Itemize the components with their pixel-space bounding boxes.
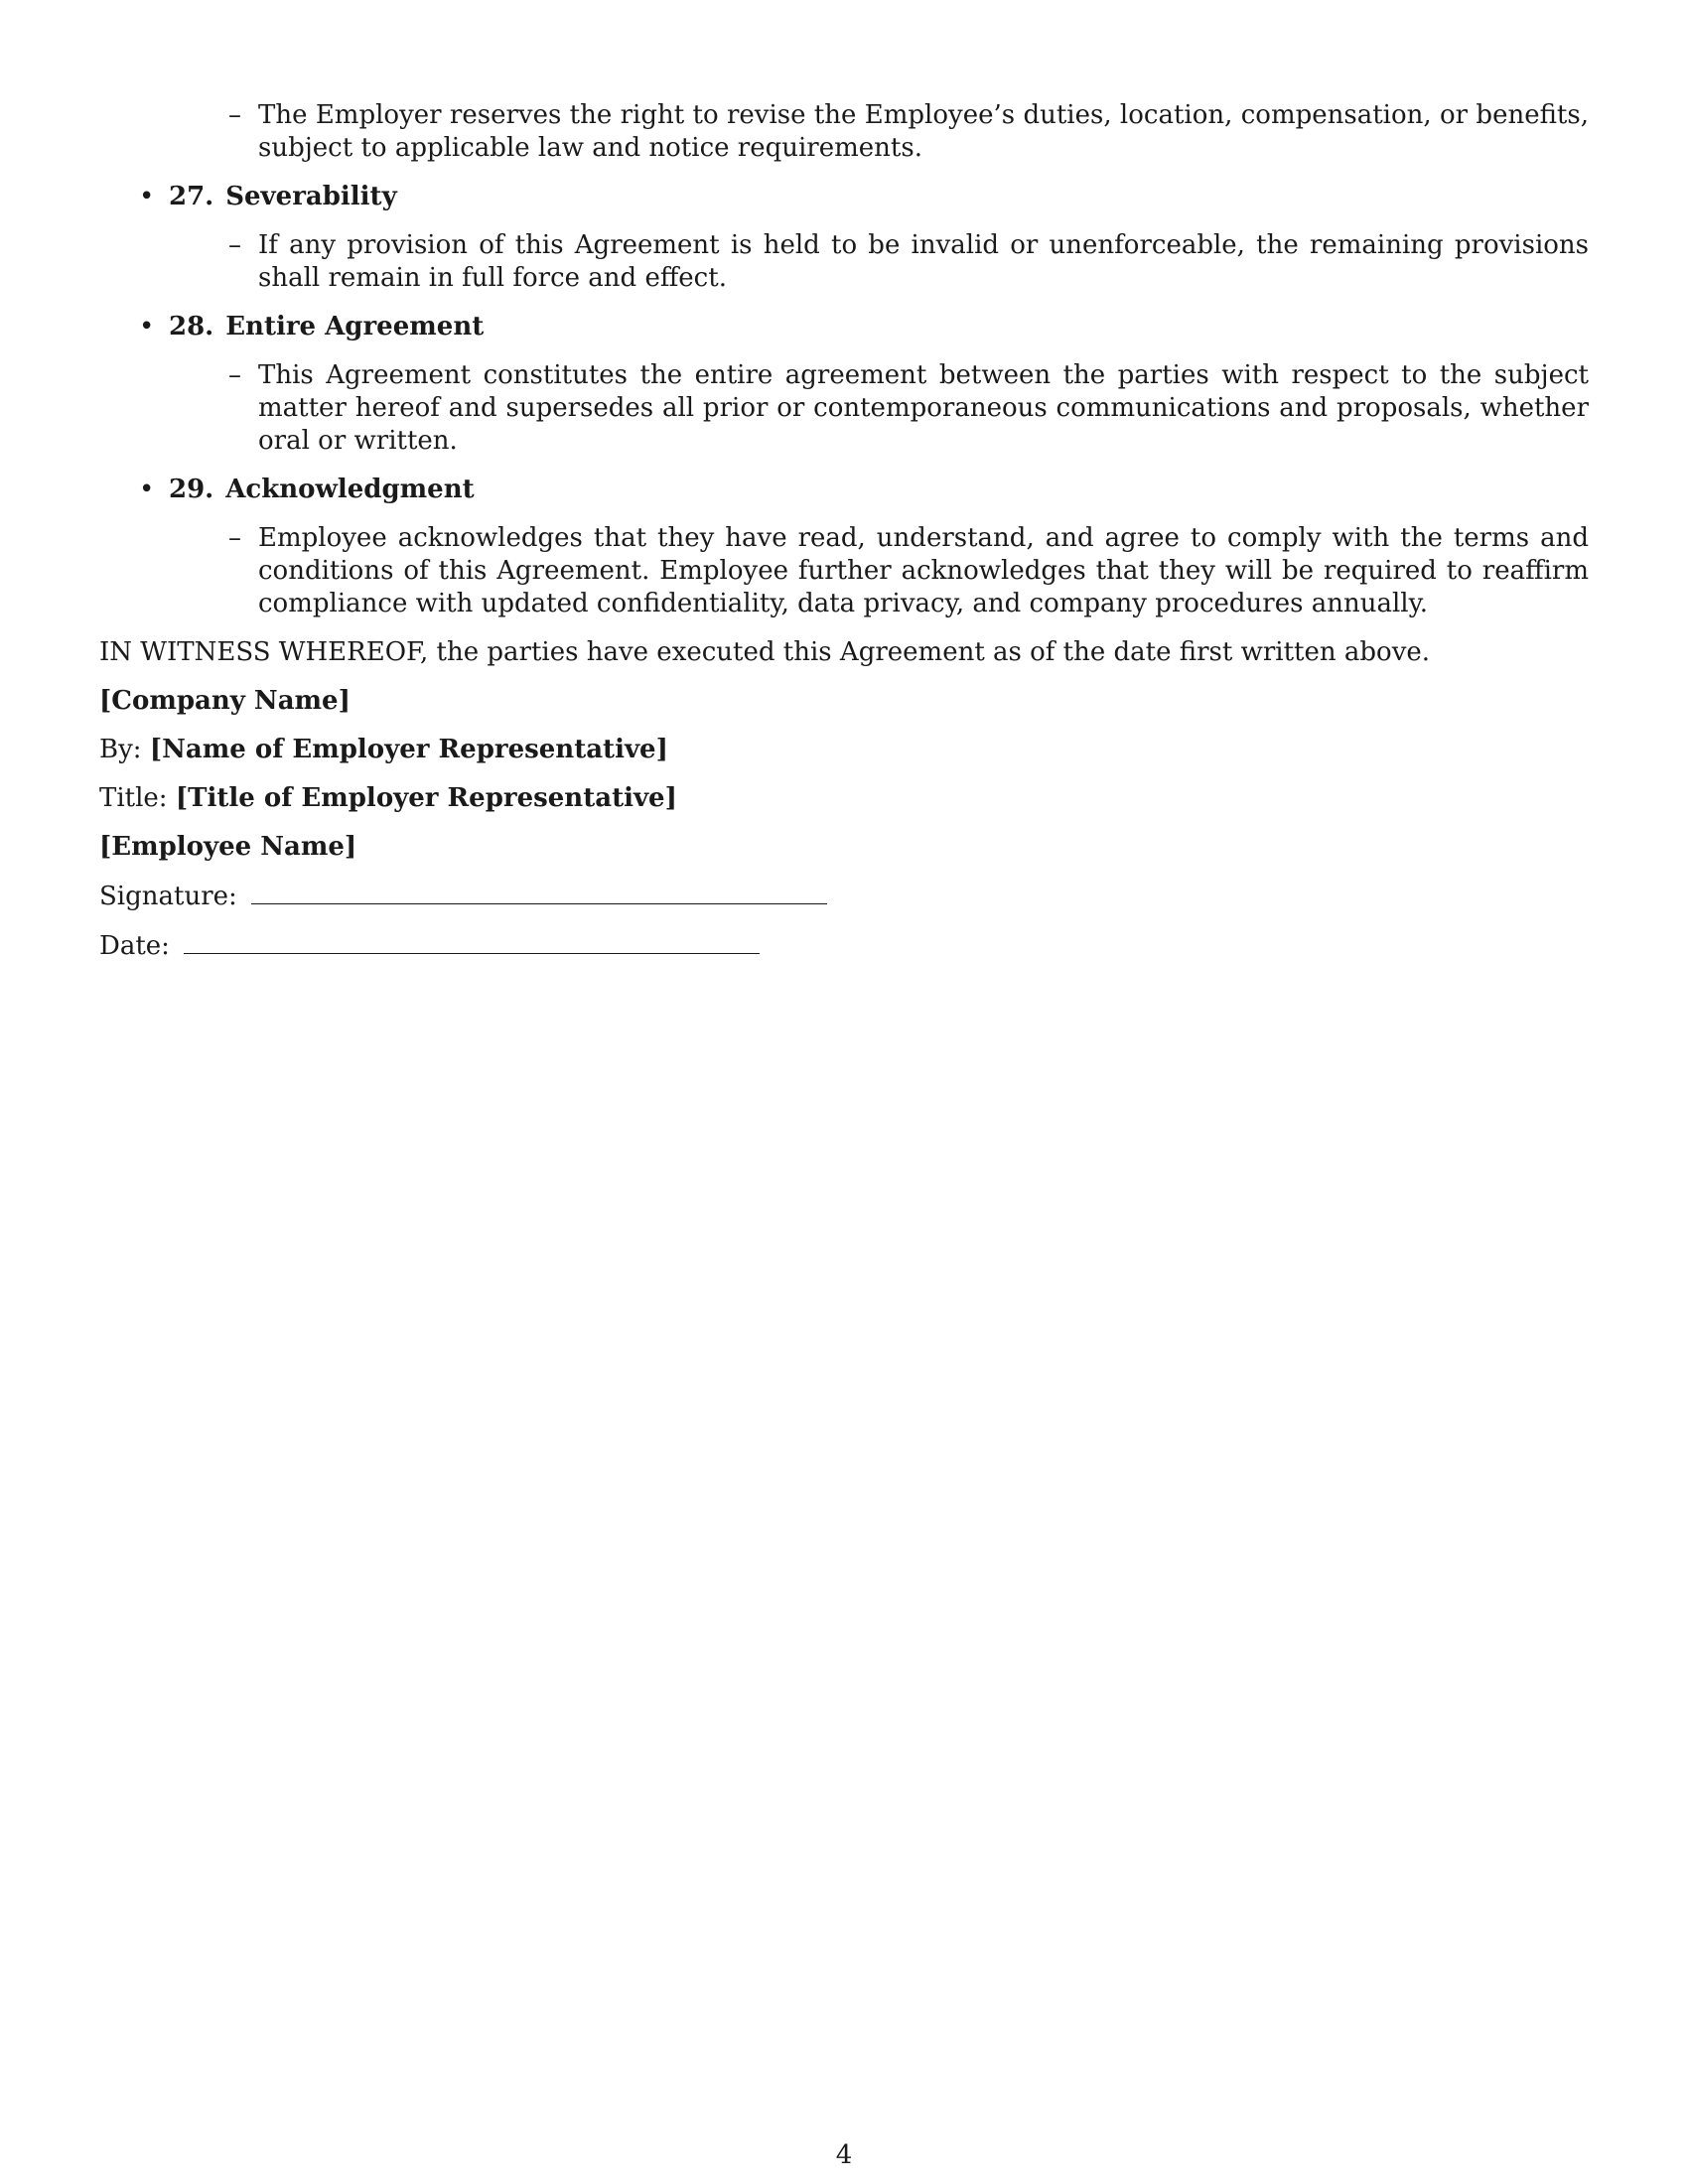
item-text: Employee acknowledges that they have read, understand, and agree to comply with the terms and conditions of this Agreement. Employee further acknowledges that they will be required to reaffirm compliance with updated confidentiality, data privacy, and company procedures annually. — [258, 523, 1589, 618]
section-heading-entire-agreement — [139, 311, 1589, 343]
item-text: This Agreement constitutes the entire agreement between the parties with respect to the subject matter hereof and supersedes all prior or contemporaneous communications and proposals, whether oral or written. — [258, 360, 1589, 456]
page-number: 4 — [835, 2140, 853, 2170]
date-label: Date: — [99, 931, 170, 961]
list-item — [228, 359, 1589, 458]
section-number: 29. — [169, 475, 214, 504]
company-name: [Company Name] — [99, 686, 351, 716]
signature-label: Signature: — [99, 882, 237, 911]
employee-name: [Employee Name] — [99, 832, 357, 862]
section-number: 27. — [169, 182, 214, 211]
list-item — [228, 522, 1589, 620]
bullet-icon: • — [139, 475, 155, 504]
date-field[interactable] — [184, 929, 760, 954]
dash-icon: – — [228, 230, 241, 260]
section-title: Acknowledgment — [225, 475, 475, 504]
item-text: The Employer reserves the right to revise the Employee’s duties, location, compensation, or benefits, subject to applicable law and notice requirements. — [258, 100, 1589, 163]
section-title: Entire Agreement — [225, 312, 485, 341]
dash-icon: – — [228, 523, 241, 553]
bullet-icon: • — [139, 182, 155, 211]
list-item — [228, 229, 1589, 295]
by-value: [Name of Employer Representative] — [149, 735, 668, 764]
section-heading-severability — [139, 181, 1589, 213]
title-label: Title: — [99, 783, 168, 813]
dash-icon: – — [228, 100, 241, 130]
dash-icon: – — [228, 360, 241, 390]
document-page — [99, 99, 1589, 963]
list-item — [228, 99, 1589, 165]
title-line — [99, 782, 1589, 815]
section-title: Severability — [225, 182, 397, 211]
item-text: If any provision of this Agreement is held to be invalid or unenforceable, the remaining provisions shall remain in full force and effect. — [258, 230, 1589, 293]
by-line — [99, 734, 1589, 766]
section-heading-acknowledgment — [139, 474, 1589, 506]
signature-line — [99, 880, 1589, 913]
by-label: By: — [99, 735, 142, 764]
title-value: [Title of Employer Representative] — [175, 783, 677, 813]
date-line — [99, 929, 1589, 963]
bullet-icon: • — [139, 312, 155, 341]
signature-field[interactable] — [251, 880, 827, 904]
section-number: 28. — [169, 312, 214, 341]
witness-statement: IN WITNESS WHEREOF, the parties have executed this Agreement as of the date first written above. — [99, 637, 1431, 667]
